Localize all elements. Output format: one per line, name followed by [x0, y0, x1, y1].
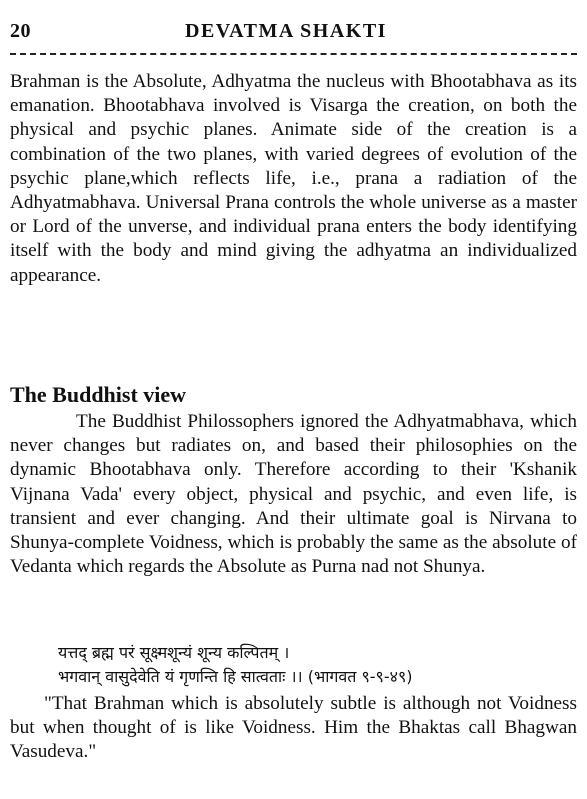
header-divider — [10, 53, 577, 55]
running-title: DEVATMA SHAKTI — [185, 20, 387, 42]
sanskrit-verse-line-2: भगवान् वासुदेवेति यं गृणन्ति हि सात्वताः ।। (भागवत ९-९-४९) — [58, 667, 413, 686]
quote-paragraph: "That Brahman which is absolutely subtle is although not Voidness but when thought of is like Voidness. Him the Bhaktas call Bhagwan Vasudeva." — [10, 693, 577, 763]
page-number: 20 — [10, 20, 31, 42]
sanskrit-verse-line-1: यत्तद् ब्रह्म परं सूक्ष्मशून्यं शून्य कल्पितम् । — [58, 643, 290, 662]
section-heading: The Buddhist view — [10, 382, 187, 407]
intro-paragraph: Brahman is the Absolute, Adhyatma the nucleus with Bhootabhava as its emanation. Bhootabhava involved is Visarga the creation, on both the physical and psychic planes. Animate side of the creation is a combination of the two planes, with varied degrees of evolution of the psychic plane,which reflects life, i.e., prana a radiation of the Adhyatmabhava. Universal Prana controls the whole universe as a master or Lord of the unverse, and individual prana enters the body identifying itself with the body and mind giving the adhyatma an individualized appearance. — [10, 71, 577, 286]
page-header — [10, 20, 577, 50]
buddhist-paragraph: The Buddhist Philossophers ignored the Adhyatmabhava, which never changes but radiates on, and based their philosophies on the dynamic Bhootabhava only. Therefore according to their 'Kshanik Vijnana Vada' every object, physical and psychic, and even life, is transient and ever changing. And their ultimate goal is Nirvana to Shunya-complete Voidness, which is probably the same as the absolute of Vedanta which regards the Absolute as Purna nad not Shunya. — [10, 411, 577, 578]
